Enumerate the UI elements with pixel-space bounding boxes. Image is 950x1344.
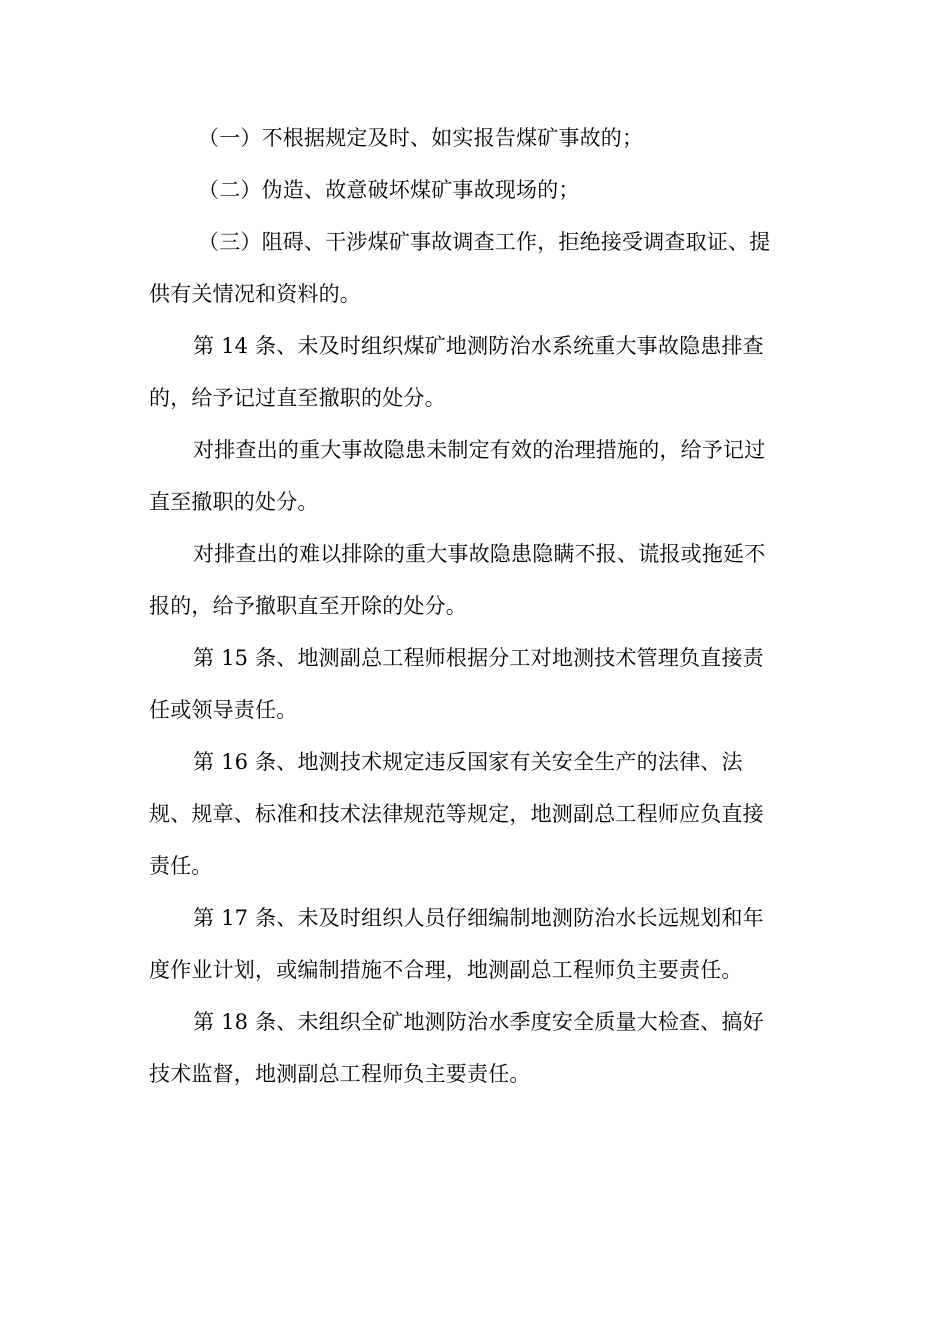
text-line: 对排查出的重大事故隐患未制定有效的治理措施的，给予记过 [193, 438, 766, 462]
text-line: 直至撤职的处分。 [149, 490, 319, 514]
text-line: （一）不根据规定及时、如实报告煤矿事故的； [198, 126, 644, 150]
text-line: 对排查出的难以排除的重大事故隐患隐瞒不报、谎报或拖延不 [193, 542, 766, 566]
text-line: 第 17 条、未及时组织人员仔细编制地测防治水长远规划和年 [193, 906, 764, 930]
text-line: 第 18 条、未组织全矿地测防治水季度安全质量大检查、搞好 [193, 1010, 764, 1034]
text-line: 规、规章、标准和技术法律规范等规定，地测副总工程师应负直接 [149, 802, 764, 826]
text-line: 责任。 [149, 854, 213, 878]
text-line: 报的，给予撤职直至开除的处分。 [149, 594, 467, 618]
text-line: 技术监督，地测副总工程师负主要责任。 [149, 1062, 531, 1086]
text-line: 度作业计划，或编制措施不合理，地测副总工程师负主要责任。 [149, 958, 743, 982]
text-line: 第 15 条、地测副总工程师根据分工对地测技术管理负直接责 [193, 646, 764, 670]
text-line: 第 14 条、未及时组织煤矿地测防治水系统重大事故隐患排查 [193, 334, 764, 358]
text-line: 任或领导责任。 [149, 698, 298, 722]
text-line: （三）阻碍、干涉煤矿事故调查工作，拒绝接受调查取证、提 [198, 230, 771, 254]
text-line: （二）伪造、故意破坏煤矿事故现场的； [198, 178, 580, 202]
text-line: 供有关情况和资料的。 [149, 282, 361, 306]
text-line: 的，给予记过直至撤职的处分。 [149, 386, 446, 410]
text-line: 第 16 条、地测技术规定违反国家有关安全生产的法律、法 [193, 750, 743, 774]
